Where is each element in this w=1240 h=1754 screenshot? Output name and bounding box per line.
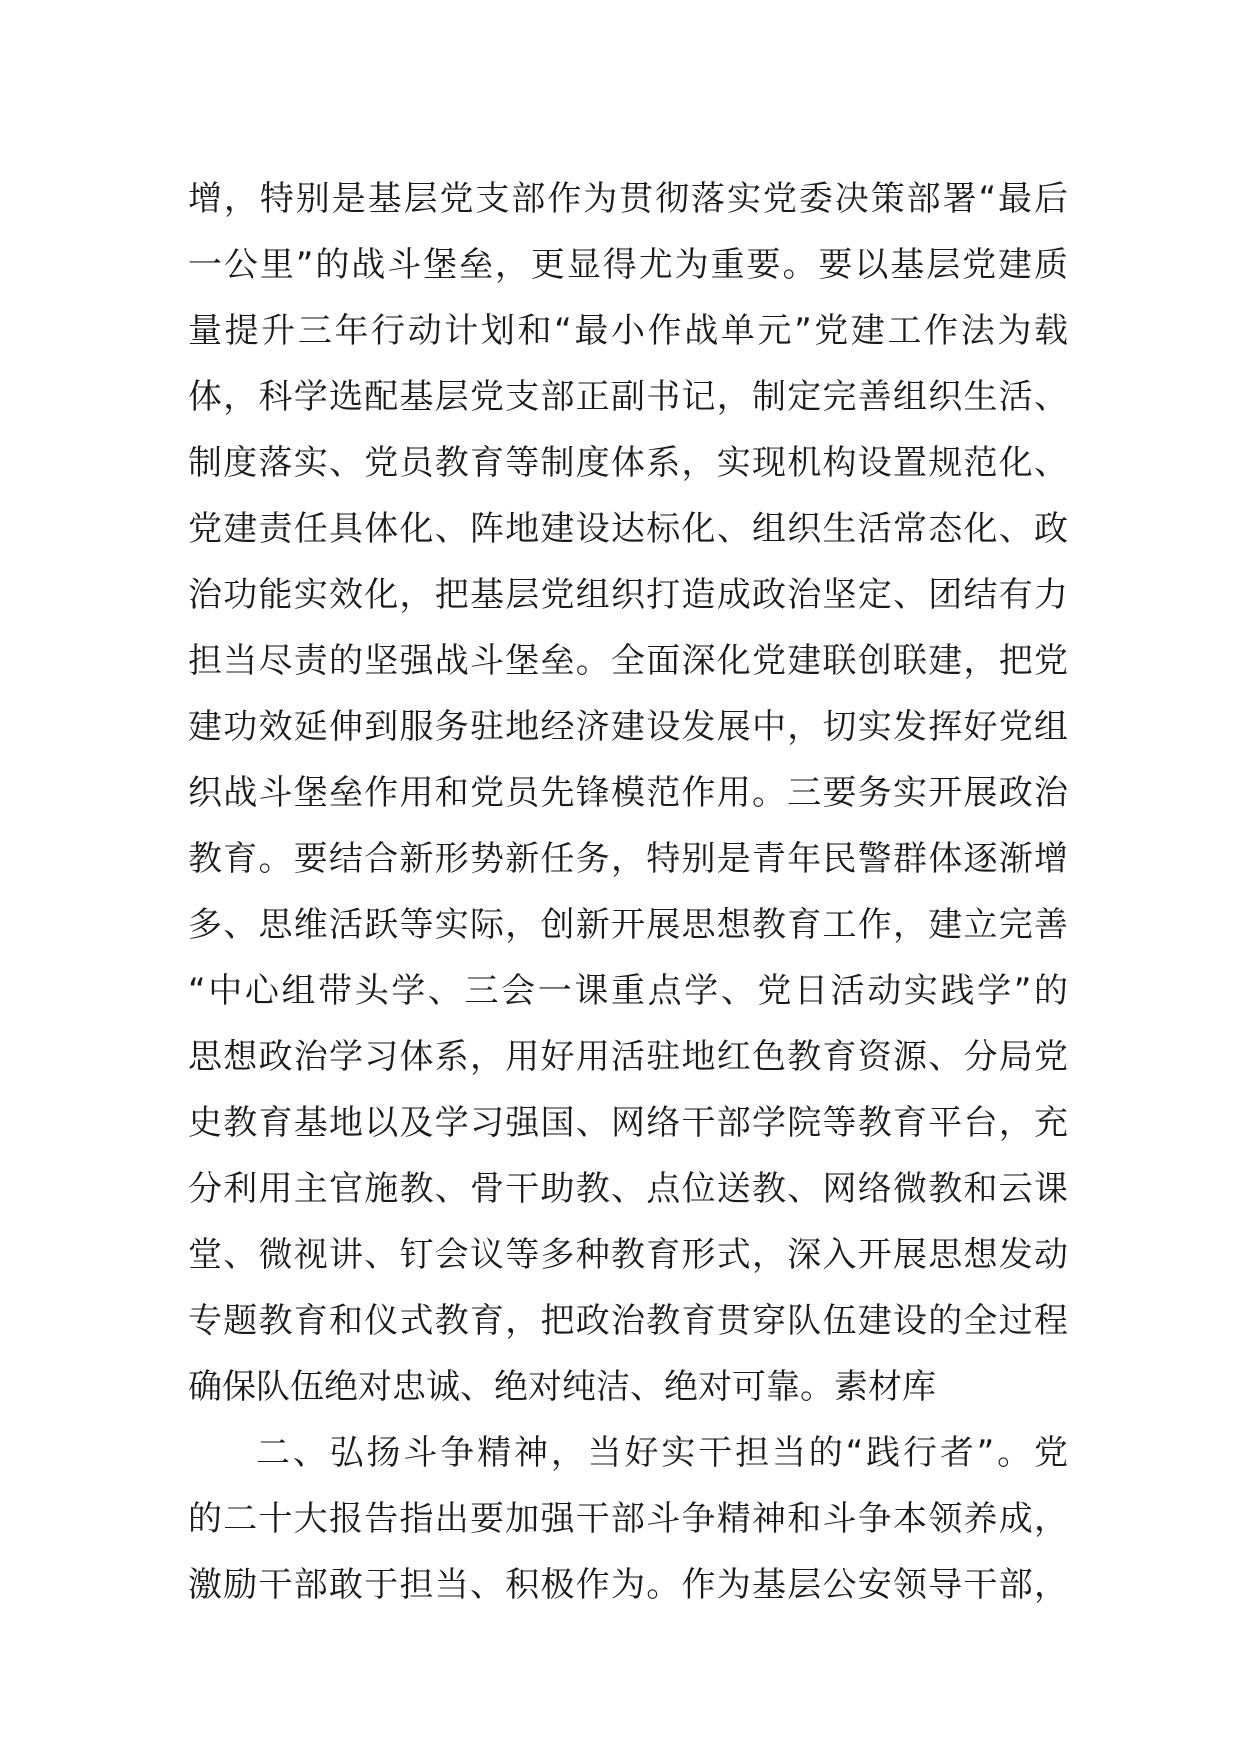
text-line: 堂、微视讲、钉会议等多种教育形式，深入开展思想发动 <box>188 1235 1068 1275</box>
text-line: 激励干部敢于担当、积极作为。作为基层公安领导干部， <box>188 1565 1068 1605</box>
text-line: 教育。要结合新形势新任务，特别是青年民警群体逐渐增 <box>188 839 1068 879</box>
text-line: 的二十大报告指出要加强干部斗争精神和斗争本领养成， <box>188 1499 1068 1539</box>
text-line: 织战斗堡垒作用和党员先锋模范作用。三要务实开展政治 <box>188 773 1068 813</box>
text-line: 史教育基地以及学习强国、网络干部学院等教育平台，充 <box>188 1103 1068 1143</box>
text-line: 确保队伍绝对忠诚、绝对纯洁、绝对可靠。素材库 <box>188 1367 936 1407</box>
text-line: 量提升三年行动计划和“最小作战单元”党建工作法为载 <box>188 311 1068 351</box>
text-line: 治功能实效化，把基层党组织打造成政治坚定、团结有力 <box>188 575 1068 615</box>
text-line: 建功效延伸到服务驻地经济建设发展中，切实发挥好党组 <box>188 707 1068 747</box>
text-line: “中心组带头学、三会一课重点学、党日活动实践学”的 <box>188 971 1068 1011</box>
text-line: 党建责任具体化、阵地建设达标化、组织生活常态化、政 <box>188 509 1068 549</box>
text-line: 体，科学选配基层党支部正副书记，制定完善组织生活、 <box>188 377 1068 417</box>
section-heading-line: 二、弘扬斗争精神，当好实干担当的“践行者”。党 <box>256 1433 1068 1473</box>
text-line: 多、思维活跃等实际，创新开展思想教育工作，建立完善 <box>188 905 1068 945</box>
body-text <box>188 166 1068 1618</box>
text-line: 分利用主官施教、骨干助教、点位送教、网络微教和云课 <box>188 1169 1068 1209</box>
text-line: 专题教育和仪式教育，把政治教育贯穿队伍建设的全过程 <box>188 1301 1068 1341</box>
text-line: 制度落实、党员教育等制度体系，实现机构设置规范化、 <box>188 443 1068 483</box>
text-line: 增，特别是基层党支部作为贯彻落实党委决策部署“最后 <box>188 179 1068 219</box>
text-line: 一公里”的战斗堡垒，更显得尤为重要。要以基层党建质 <box>188 245 1068 285</box>
text-line: 担当尽责的坚强战斗堡垒。全面深化党建联创联建，把党 <box>188 641 1068 681</box>
text-line: 思想政治学习体系，用好用活驻地红色教育资源、分局党 <box>188 1037 1068 1077</box>
